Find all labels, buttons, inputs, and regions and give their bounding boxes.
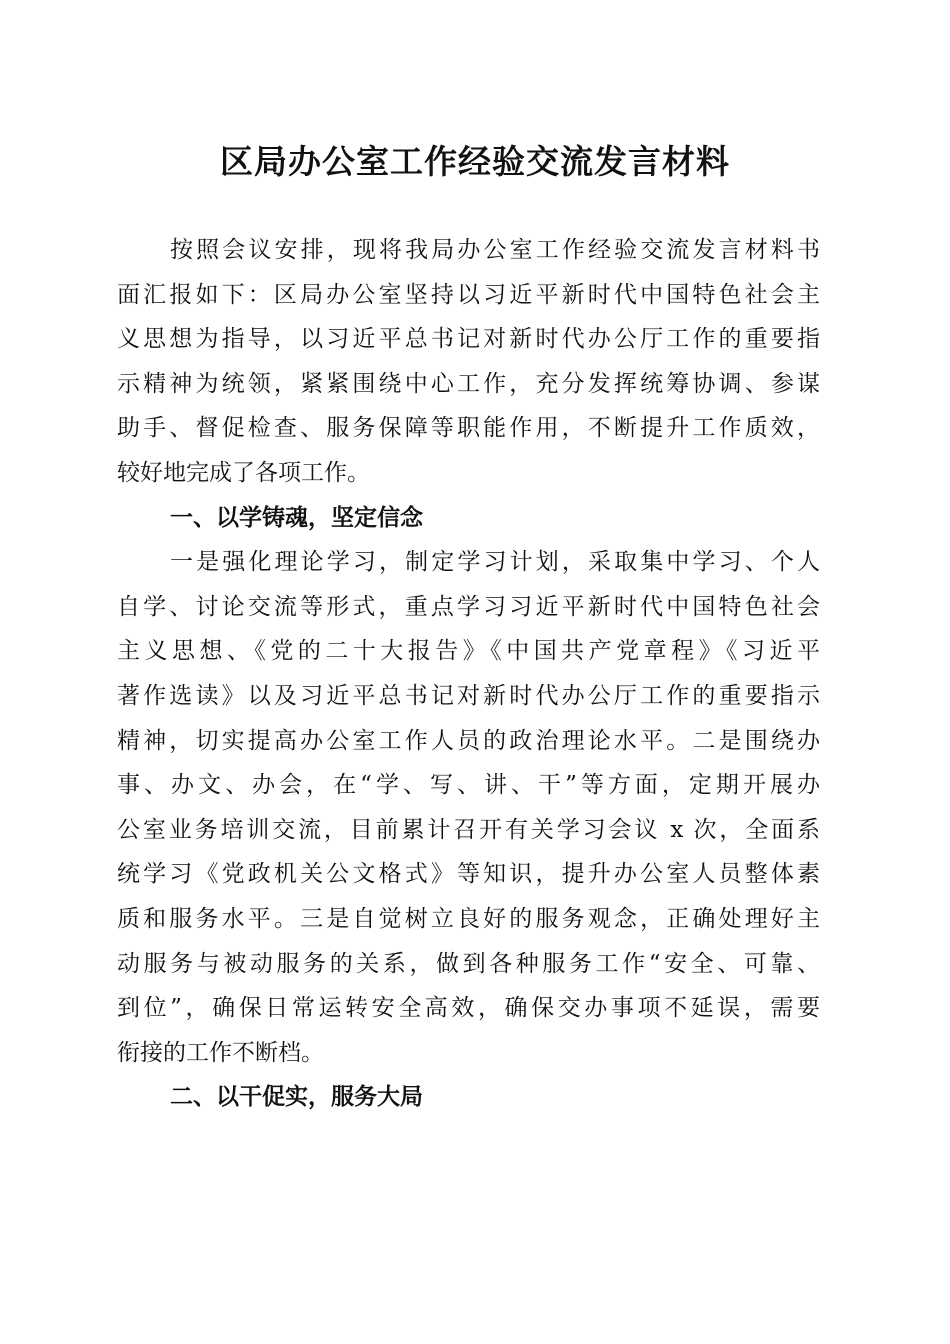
section-heading: [117, 496, 820, 541]
text-line: 示精神为统领，紧紧围绕中心工作，充分发挥统筹协调、参谋: [117, 370, 820, 397]
section-heading: [117, 1075, 820, 1120]
text-line: 统学习《党政机关公文格式》等知识，提升办公室人员整体素: [117, 861, 820, 888]
text-line: 自学、讨论交流等形式，重点学习习近平新时代中国特色社会: [117, 593, 820, 620]
text-line: 较好地完成了各项工作。: [117, 459, 370, 486]
text-line: 面汇报如下：区局办公室坚持以习近平新时代中国特色社会主: [117, 281, 820, 308]
heading-text: 二、以干促实，服务大局: [170, 1084, 423, 1111]
text-line: 著作选读》以及习近平总书记对新时代办公厅工作的重要指示: [117, 682, 820, 709]
document-title: 区局办公室工作经验交流发言材料: [220, 142, 730, 181]
text-line: 事、办文、办会，在“学、写、讲、干”等方面，定期开展办: [117, 772, 820, 799]
text-line: 到位”，确保日常运转安全高效，确保交办事项不延误，需要: [117, 995, 820, 1022]
paragraph: [117, 540, 820, 1075]
document-body: [117, 228, 820, 1120]
text-line: 精神，切实提高办公室工作人员的政治理论水平。二是围绕办: [117, 727, 820, 754]
text-line: 按照会议安排，现将我局办公室工作经验交流发言材料书: [170, 237, 820, 263]
text-line: 义思想为指导，以习近平总书记对新时代办公厅工作的重要指: [117, 326, 820, 353]
text-line: 衔接的工作不断档。: [117, 1039, 324, 1066]
text-line: 助手、督促检查、服务保障等职能作用，不断提升工作质效，: [117, 415, 820, 442]
text-line: 一是强化理论学习，制定学习计划，采取集中学习、个人: [170, 549, 820, 576]
heading-text: 一、以学铸魂，坚定信念: [170, 504, 423, 531]
text-line: 质和服务水平。三是自觉树立良好的服务观念，正确处理好主: [117, 905, 820, 932]
text-line: 公室业务培训交流，目前累计召开有关学习会议 x 次，全面系: [117, 816, 820, 843]
text-line: 动服务与被动服务的关系，做到各种服务工作“安全、可靠、: [117, 950, 820, 977]
paragraph: [117, 228, 820, 496]
text-line: 主义思想、《党的二十大报告》《中国共产党章程》《习近平: [117, 638, 820, 665]
